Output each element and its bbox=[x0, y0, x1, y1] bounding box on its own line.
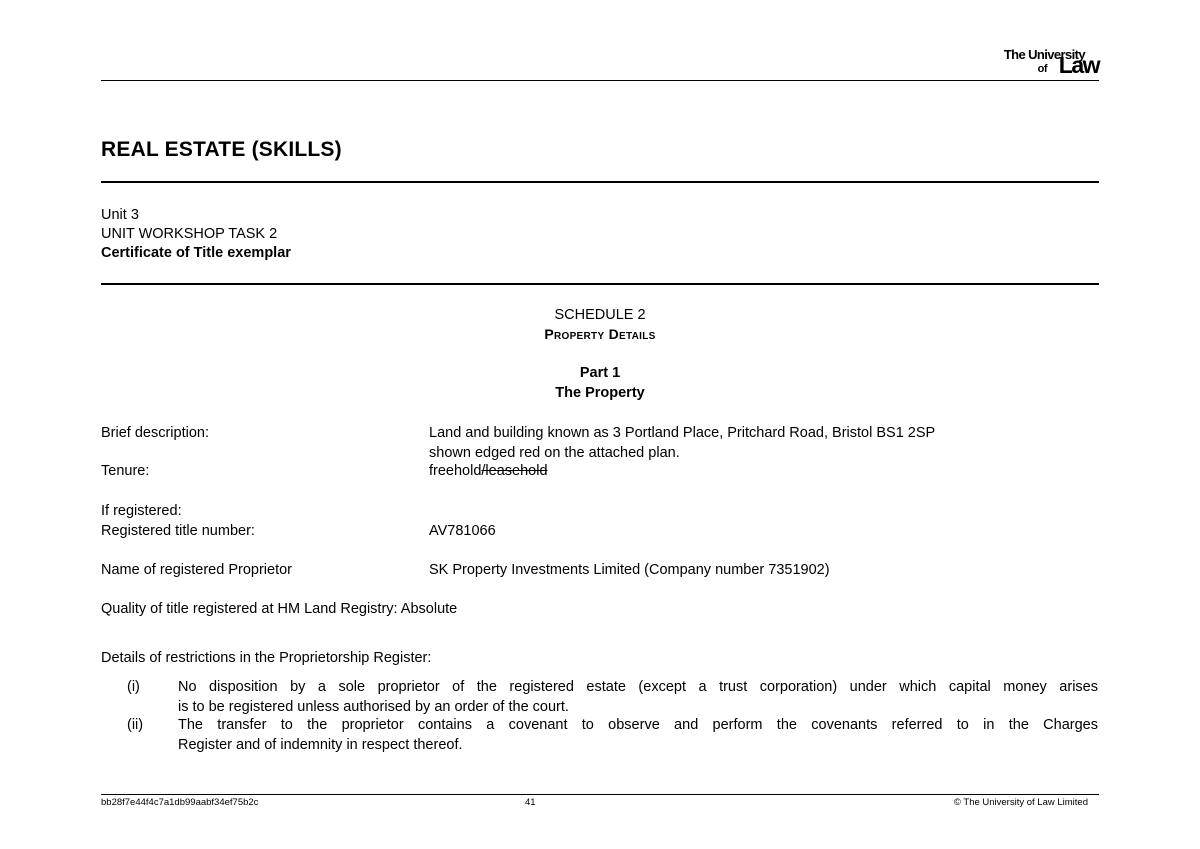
logo-line-of: of bbox=[1037, 63, 1047, 75]
restriction-line: is to be registered unless authorised by an order of the court. bbox=[178, 699, 569, 715]
brief-description-label: Brief description: bbox=[101, 425, 209, 441]
header-divider bbox=[101, 80, 1099, 81]
document-title: REAL ESTATE (SKILLS) bbox=[101, 138, 342, 161]
footer-divider bbox=[101, 794, 1099, 795]
brief-description-value bbox=[429, 423, 935, 463]
restriction-number: (i) bbox=[127, 679, 140, 695]
restriction-line: No disposition by a sole proprietor of the registered estate (except a trust corporation) under which capital money arises bbox=[178, 679, 1098, 695]
if-registered-label: If registered: bbox=[101, 503, 182, 519]
title-number-value: AV781066 bbox=[429, 523, 496, 539]
restriction-line: Register and of indemnity in respect thereof. bbox=[178, 737, 463, 753]
tenure-value bbox=[429, 461, 548, 481]
part-title: Part 1 bbox=[579, 365, 621, 381]
title-quality: Quality of title registered at HM Land Registry: Absolute bbox=[101, 601, 458, 617]
copyright-notice: © The University of Law Limited bbox=[953, 797, 1088, 808]
tenure-leasehold-struck: /leasehold bbox=[481, 463, 548, 479]
schedule-subtitle: Property Details bbox=[544, 326, 656, 342]
university-logo bbox=[949, 46, 1099, 76]
restrictions-label: Details of restrictions in the Proprietorship Register: bbox=[101, 650, 432, 666]
schedule-title: SCHEDULE 2 bbox=[554, 307, 646, 323]
restriction-number: (ii) bbox=[127, 717, 144, 733]
logo-line-law: Law bbox=[1058, 52, 1099, 78]
logo-line-university: The University bbox=[1003, 47, 1085, 62]
brief-description-line: shown edged red on the attached plan. bbox=[429, 445, 680, 461]
unit-number: Unit 3 bbox=[101, 207, 139, 223]
unit-block bbox=[101, 206, 291, 263]
proprietor-value: SK Property Investments Limited (Company number 7351902) bbox=[429, 562, 830, 578]
title-number-label: Registered title number: bbox=[101, 523, 255, 539]
page-number: 41 bbox=[525, 797, 536, 808]
unit-divider bbox=[101, 283, 1099, 285]
proprietor-label: Name of registered Proprietor bbox=[101, 562, 292, 578]
part-subtitle: The Property bbox=[555, 385, 645, 401]
tenure-freehold: freehold bbox=[429, 463, 482, 479]
unit-subtitle: Certificate of Title exemplar bbox=[101, 245, 291, 261]
unit-task: UNIT WORKSHOP TASK 2 bbox=[101, 226, 278, 242]
part-heading bbox=[0, 363, 1200, 403]
restriction-text bbox=[178, 677, 1098, 717]
document-id: bb28f7e44f4c7a1db99aabf34ef75b2c bbox=[101, 797, 259, 808]
restriction-text bbox=[178, 715, 1098, 755]
restriction-line: The transfer to the proprietor contains a covenant to observe and perform the covenants referred to in the Charges bbox=[178, 717, 1098, 733]
title-divider bbox=[101, 181, 1099, 183]
schedule-heading bbox=[0, 305, 1200, 343]
brief-description-line: Land and building known as 3 Portland Place, Pritchard Road, Bristol BS1 2SP bbox=[429, 425, 936, 441]
tenure-label: Tenure: bbox=[101, 463, 150, 479]
